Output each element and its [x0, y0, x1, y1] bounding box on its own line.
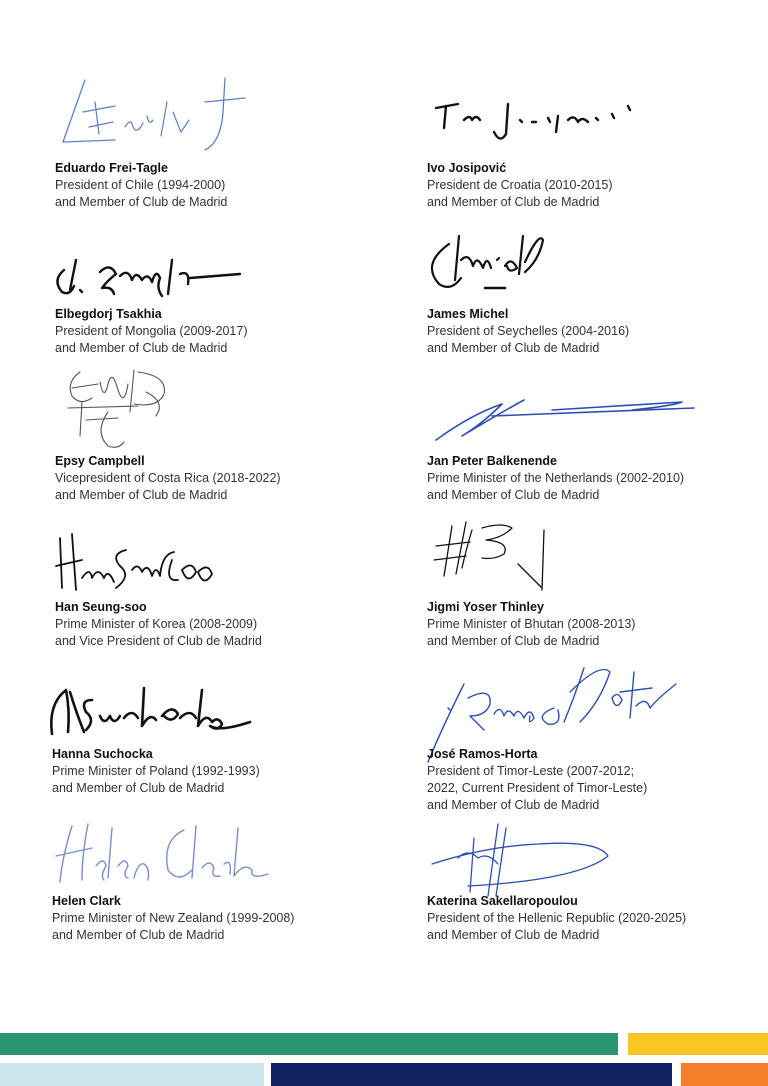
signatory-role: Prime Minister of the Netherlands (2002-2010): [427, 471, 685, 485]
signature-han: [52, 530, 222, 602]
footer-bar-light-blue: [0, 1063, 264, 1086]
signatory-name: Elbegdorj Tsakhia: [55, 307, 162, 321]
signatory-role: Prime Minister of Poland (1992-1993): [52, 764, 260, 778]
signatory-name: Eduardo Frei-Tagle: [55, 161, 168, 175]
signatory-membership: and Member of Club de Madrid: [427, 798, 600, 812]
signatory-membership: and Member of Club de Madrid: [55, 195, 228, 209]
signatory-role: Prime Minister of Korea (2008-2009): [55, 617, 258, 631]
signatory-role: Vicepresident of Costa Rica (2018-2022): [55, 471, 281, 485]
signatory-membership: and Member of Club de Madrid: [52, 781, 225, 795]
signatory-membership: and Member of Club de Madrid: [427, 488, 600, 502]
footer-bar-yellow: [628, 1033, 768, 1055]
signatory-role: President of Seychelles (2004-2016): [427, 324, 630, 338]
signatory-membership: and Vice President of Club de Madrid: [55, 634, 262, 648]
signatory-name: Han Seung-soo: [55, 600, 147, 614]
signatory-role: President of Mongolia (2009-2017): [55, 324, 248, 338]
signature-thinley: [430, 516, 560, 594]
signatory-membership: and Member of Club de Madrid: [427, 341, 600, 355]
signatory-name: Katerina Sakellaropoulou: [427, 894, 578, 908]
signatory-name: Helen Clark: [52, 894, 121, 908]
signatory-membership: and Member of Club de Madrid: [52, 928, 225, 942]
footer-bar-navy: [271, 1063, 672, 1086]
signatory-name: Ivo Josipović: [427, 161, 507, 175]
signature-sakellaropoulou: [428, 816, 628, 900]
signature-frei: [55, 72, 255, 158]
signatory-membership: and Member of Club de Madrid: [427, 634, 600, 648]
footer-bar-orange: [681, 1063, 768, 1086]
signature-campbell: [58, 362, 188, 454]
footer-bar-green: [0, 1033, 618, 1055]
signature-balkenende: [432, 394, 702, 446]
signatory-name: José Ramos-Horta: [427, 747, 538, 761]
signatory-membership: and Member of Club de Madrid: [427, 928, 600, 942]
signatory-name: Epsy Campbell: [55, 454, 145, 468]
signatory-name: Hanna Suchocka: [52, 747, 153, 761]
signatory-membership: and Member of Club de Madrid: [55, 488, 228, 502]
signatory-role: Prime Minister of New Zealand (1999-2008): [52, 911, 295, 925]
signature-josipovic: [432, 98, 642, 148]
signatory-name: Jan Peter Balkenende: [427, 454, 557, 468]
signatory-role-continued: 2022, Current President of Timor-Leste): [427, 781, 648, 795]
signatory-name: James Michel: [427, 307, 509, 321]
signatory-role: President of Timor-Leste (2007-2012;: [427, 764, 635, 778]
signatory-name: Jigmi Yoser Thinley: [427, 600, 544, 614]
signatory-role: President of the Hellenic Republic (2020-2025): [427, 911, 687, 925]
signatory-membership: and Member of Club de Madrid: [55, 341, 228, 355]
signatory-role: Prime Minister of Bhutan (2008-2013): [427, 617, 636, 631]
signature-suchocka: [46, 680, 276, 742]
signatory-role: President de Croatia (2010-2015): [427, 178, 613, 192]
signature-michel: [425, 226, 555, 302]
signatory-membership: and Member of Club de Madrid: [427, 195, 600, 209]
signature-elbegdorj: [50, 250, 250, 300]
signatory-role: President of Chile (1994-2000): [55, 178, 226, 192]
signature-clark: [52, 818, 272, 890]
